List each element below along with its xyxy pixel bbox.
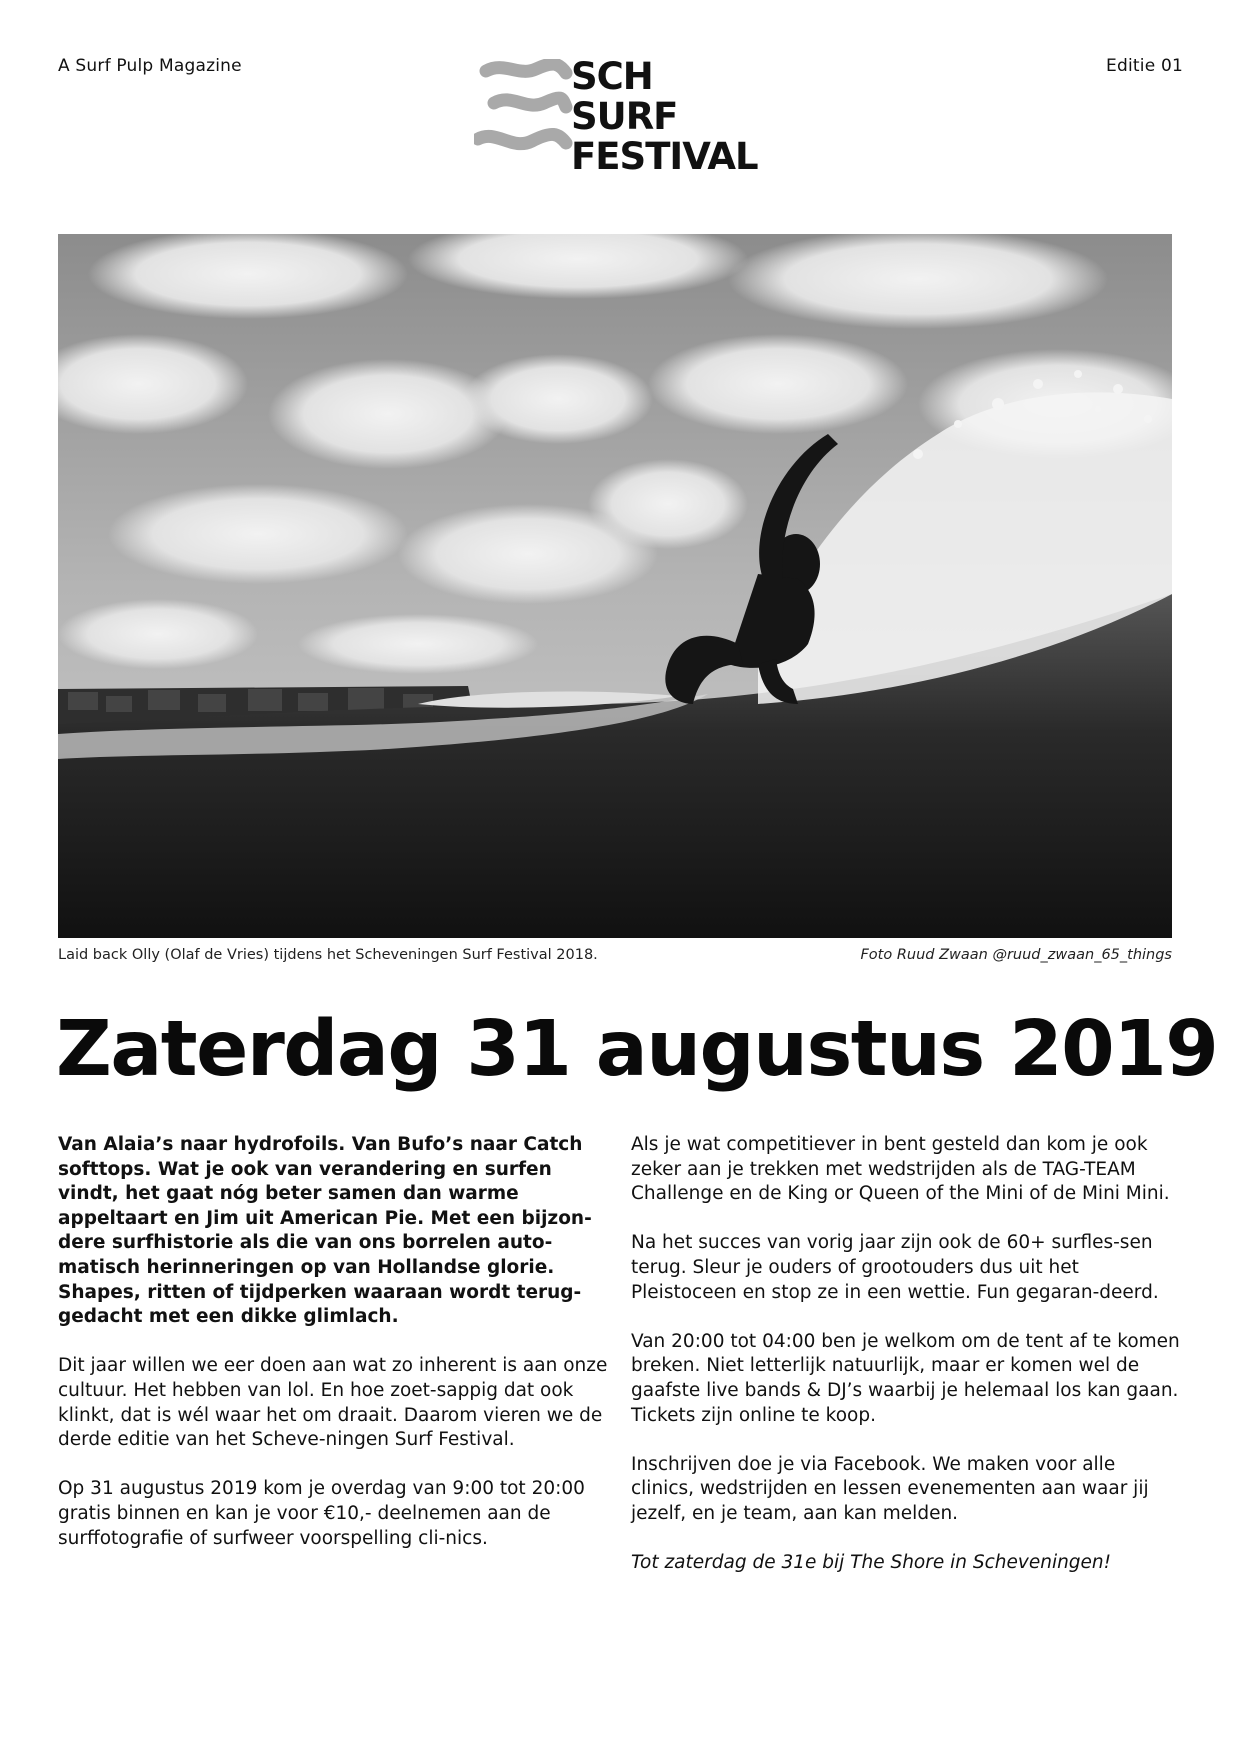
surfer-photo	[58, 234, 1172, 938]
logo-line-1: SCH	[571, 55, 653, 98]
article-paragraph: Na het succes van vorig jaar zijn ook de 60+ surfles-sen terug. Sleur je ouders of grootouders dus uit het Pleistoceen en stop ze in een wettie. Fun gegaran-deerd.	[631, 1232, 1159, 1303]
article-closing-line: Tot zaterdag de 31e bij The Shore in Scheveningen!	[631, 1552, 1112, 1574]
wave-logo-icon	[474, 59, 574, 169]
article-paragraph: Op 31 augustus 2019 kom je overdag van 9:00 tot 20:00 gratis binnen en kan je voor €10,- deelnemen aan de surffotografie of surfweer voorspelling cli-nics.	[58, 1478, 585, 1549]
article-paragraph: Van 20:00 tot 04:00 ben je welkom om de tent af te komen breken. Niet letterlijk natuurlijk, maar er komen wel de gaafste live bands & DJ’s waarbij je helemaal los kan gaan. Tickets zijn online te koop.	[631, 1330, 1180, 1426]
publication-name: A Surf Pulp Magazine	[58, 56, 242, 76]
festival-logo	[474, 55, 774, 185]
article-lead-paragraph: Van Alaia’s naar hydrofoils. Van Bufo’s naar Catch softtops. Wat je ook van verandering en surfen vindt, het gaat nóg beter samen dan warme appeltaart en Jim uit American Pie. Met een bijzon-dere surfhistorie als die van ons borrelen auto-matisch herinneringen op van Hollandse glorie. Shapes, ritten of tijdperken waaraan wordt terug-gedacht met een dikke glimlach.	[58, 1134, 592, 1328]
article-column-left	[58, 1133, 608, 1576]
edition-number: Editie 01	[1106, 56, 1183, 76]
surfer-photo-illustration	[58, 234, 1172, 938]
article-paragraph: Inschrijven doe je via Facebook. We maken voor alle clinics, wedstrijden en lessen evenementen aan waar jij jezelf, en je team, aan kan melden.	[631, 1453, 1149, 1524]
photo-caption: Laid back Olly (Olaf de Vries) tijdens het Scheveningen Surf Festival 2018.	[58, 947, 598, 963]
article-column-right	[631, 1133, 1181, 1600]
photo-credit: Foto Ruud Zwaan @ruud_zwaan_65_things	[860, 947, 1172, 963]
page-headline: Zaterdag 31 augustus 2019	[56, 1005, 1218, 1094]
logo-wordmark	[571, 57, 758, 177]
article-paragraph: Als je wat competitiever in bent gesteld dan kom je ook zeker aan je trekken met wedstrijden als de TAG-TEAM Challenge en de King or Queen of the Mini of de Mini Mini.	[631, 1134, 1170, 1205]
logo-line-3: FESTIVAL	[571, 135, 758, 178]
logo-line-2: SURF	[571, 95, 678, 138]
article-paragraph: Dit jaar willen we eer doen aan wat zo inherent is aan onze cultuur. Het hebben van lol. En hoe zoet-sappig dat ook klinkt, dat is wél waar het om draait. Daarom vieren we de derde editie van het Scheve-ningen Surf Festival.	[58, 1355, 608, 1451]
